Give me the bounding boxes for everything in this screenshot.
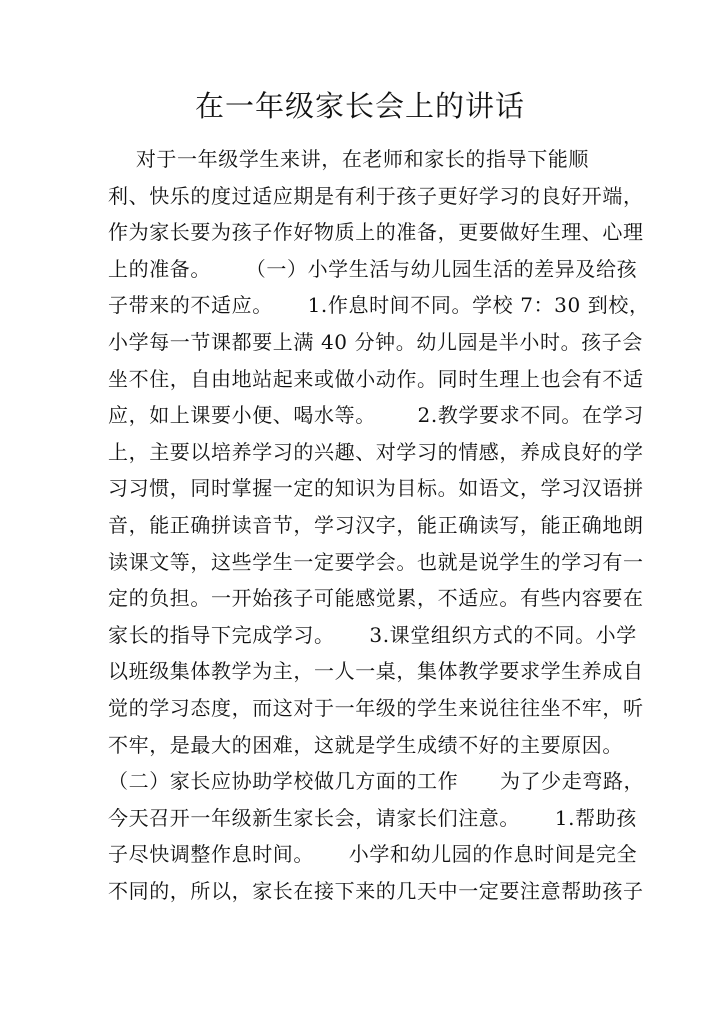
document-body <box>108 141 648 909</box>
text-line: 定的负担。一开始孩子可能感觉累，不适应。有些内容要在 <box>108 586 644 611</box>
text-line: 小学每一节课都要上满 40 分钟。幼儿园是半小时。孩子会 <box>108 329 643 354</box>
text-line: 坐不住，自由地站起来或做小动作。同时生理上也会有不适 <box>108 366 644 391</box>
text-line: 习习惯，同时掌握一定的知识为目标。如语文，学习汉语拼 <box>108 476 644 501</box>
text-line: 读课文等，这些学生一定要学会。也就是说学生的学习有一 <box>108 549 644 574</box>
text-line: 应，如上课要小便、喝水等。 2.教学要求不同。在学习 <box>108 403 644 428</box>
text-line: 觉的学习态度，而这对于一年级的学生来说往往坐不牢，听 <box>108 695 644 720</box>
text-line: 子带来的不适应。 1.作息时间不同。学校 7：30 到校， <box>108 293 650 318</box>
text-line: 上，主要以培养学习的兴趣、对学习的情感，养成良好的学 <box>108 439 644 464</box>
text-line: 子尽快调整作息时间。 小学和幼儿园的作息时间是完全 <box>108 842 638 867</box>
text-line: 不牢，是最大的困难，这就是学生成绩不好的主要原因。 <box>108 732 623 757</box>
text-line: 利、快乐的度过适应期是有利于孩子更好学习的良好开端， <box>108 183 644 208</box>
text-line: 对于一年级学生来讲，在老师和家长的指导下能顺 <box>108 147 590 171</box>
text-line: 不同的，所以，家长在接下来的几天中一定要注意帮助孩子 <box>108 878 644 903</box>
text-line: 家长的指导下完成学习。 3.课堂组织方式的不同。小学 <box>108 622 637 647</box>
text-line: 音，能正确拼读音节，学习汉字，能正确读写，能正确地朗 <box>108 512 644 537</box>
text-line: 今天召开一年级新生家长会，请家长们注意。 1.帮助孩 <box>108 805 637 830</box>
document-title: 在一年级家长会上的讲话 <box>194 89 525 123</box>
text-line: 上的准备。 （一）小学生活与幼儿园生活的差异及给孩 <box>108 256 638 281</box>
text-line: 以班级集体教学为主，一人一桌，集体教学要求学生养成自 <box>108 659 644 684</box>
text-line: （二）家长应协助学校做几方面的工作 为了少走弯路， <box>108 769 645 794</box>
text-line: 作为家长要为孩子作好物质上的准备，更要做好生理、心理 <box>108 220 644 245</box>
